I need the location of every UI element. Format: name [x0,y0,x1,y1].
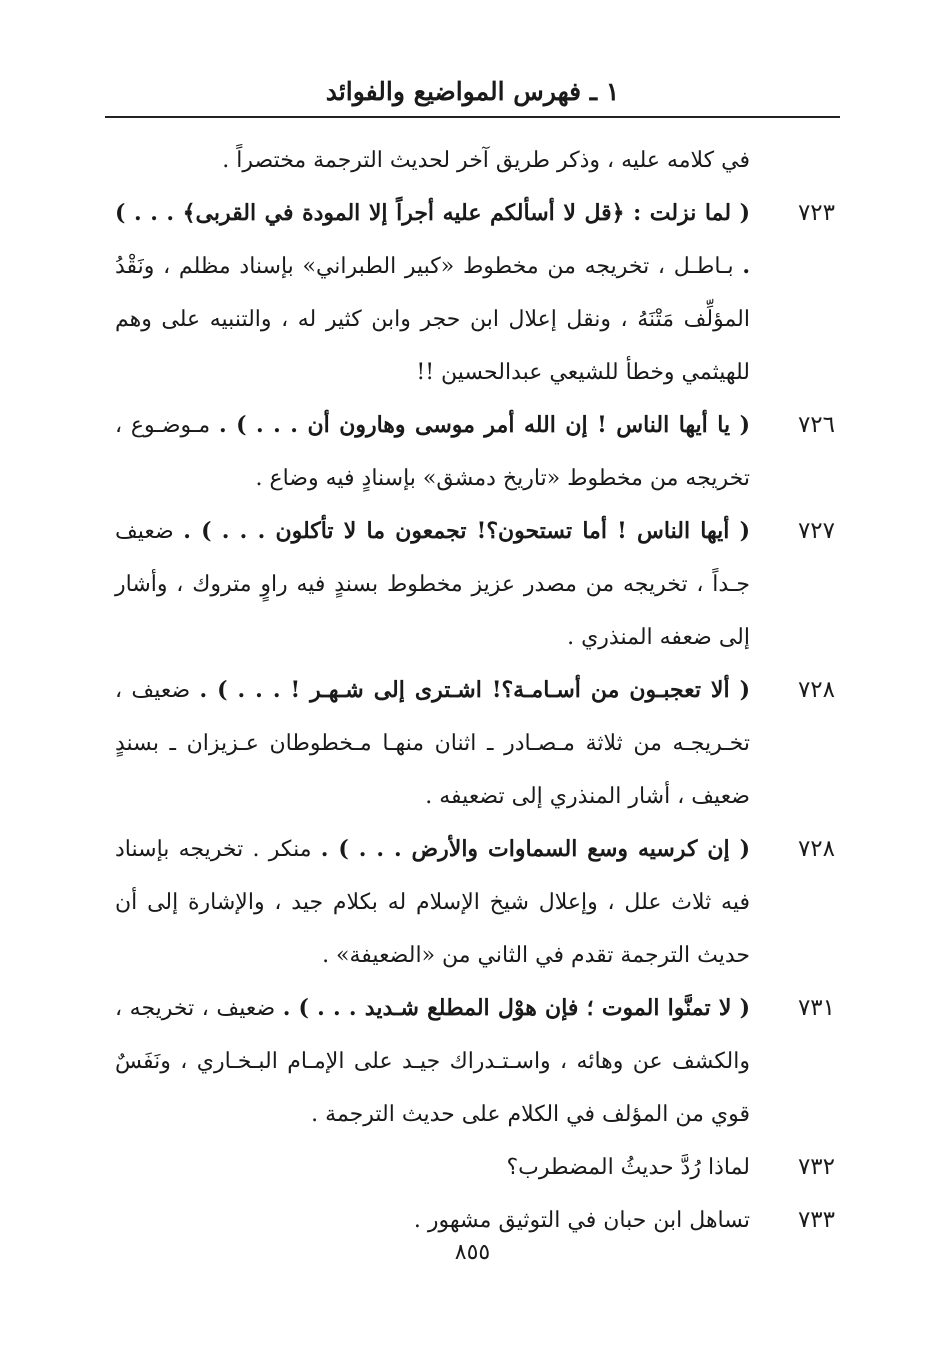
page-header: ١ ـ فهرس المواضيع والفوائد [325,77,620,106]
page-number: ٨٥٥ [454,1240,491,1265]
entry-body [115,399,750,505]
entry-body [115,187,750,399]
entry-number: ٧٢٨ [797,677,835,703]
entry-number: ٧٢٣ [797,200,835,226]
entry-number: ٧٢٦ [797,412,835,438]
entry-text: مـوضـوع ، تخريجه من مخطوط «تاريخ دمشق» بإسنادٍ فيه وضاع . [115,413,750,491]
entry-text: منكر . تخريجه بإسناد فيه ثلاث علل ، وإعلال شيخ الإسلام له بكلام جيد ، والإشارة إلى أن حديث الترجمة تقدم في الثاني من «الضعيفة» . [115,837,750,968]
entry-number: ٧٣٢ [797,1154,835,1180]
index-entry-728b [115,823,840,982]
entry-heading: ( إن كرسيه وسع السماوات والأرض . . . ) . [320,836,750,862]
entry-number: ٧٣١ [797,995,835,1021]
entry-number: ٧٣٣ [797,1207,835,1233]
entry-heading: ( ألا تعجبـون من أسـامـة؟! اشـترى إلى شـهـر ! . . . ) . [199,677,750,703]
entry-text: ضعيف جـداً ، تخريجه من مصدر عزيز مخطوط بسندٍ فيه راوٍ متروك ، وأشار إلى ضعفه المنذري . [115,519,750,650]
index-entry-731 [115,982,840,1141]
entry-number: ٧٢٨ [797,836,835,862]
index-content [115,134,840,1247]
entry-text: بـاطـل ، تخريجه من مخطوط «كبير الطبراني» بإسناد مظلم ، ونَقْدُ المؤلِّف مَتْنَهُ ، ونقل إعلال ابن حجر وابن كثير له ، والتنبيه على وهم للهيثمي وخطأ للشيعي عبدالحسين !! [115,254,750,385]
index-entry-732 [115,1141,840,1194]
entry-text: ضعيف ، تخـريجـه من ثلاثة مـصـادر ـ اثنان منهـا مـخطوطان عـزيزان ـ بسندٍ ضعيف ، أشار المنذري إلى تضعيفه . [115,678,750,809]
entry-heading: ( يا أيها الناس ! إن الله أمر موسى وهارون أن . . . ) . [218,412,750,438]
entry-text: لماذا رُدَّ حديثُ المضطرب؟ [506,1155,750,1180]
continuation-text: في كلامه عليه ، وذكر طريق آخر لحديث الترجمة مختصراً . [222,148,750,173]
entry-body [115,1141,750,1194]
header-rule [105,116,840,118]
index-entry-728a [115,664,840,823]
entry-body [115,823,750,982]
entry-body [115,664,750,823]
index-entry-727 [115,505,840,664]
entry-heading: ( أيها الناس ! أما تستحون؟! تجمعون ما لا تأكلون . . . ) . [183,518,750,544]
entry-number: ٧٢٧ [797,518,835,544]
entry-body [115,505,750,664]
entry-text: ضعيف ، تخريجه ، والكشف عن وهائه ، واسـتـدراك جيـد على الإمـام البـخـاري ، ونَفَسٌ قوي من المؤلف في الكلام على حديث الترجمة . [115,996,750,1127]
index-entry-726 [115,399,840,505]
entry-body [115,982,750,1141]
entry-heading: ( لما نزلت : ﴿قل لا أسألكم عليه أجراً إلا المودة في القربى﴾ . . . ) . [115,200,750,279]
entry-text: تساهل ابن حبان في التوثيق مشهور . [413,1208,750,1233]
entry-heading: ( لا تمنَّوا الموت ؛ فإن هوْل المطلع شـديد . . . ) . [282,995,750,1021]
index-entry-723 [115,187,840,399]
